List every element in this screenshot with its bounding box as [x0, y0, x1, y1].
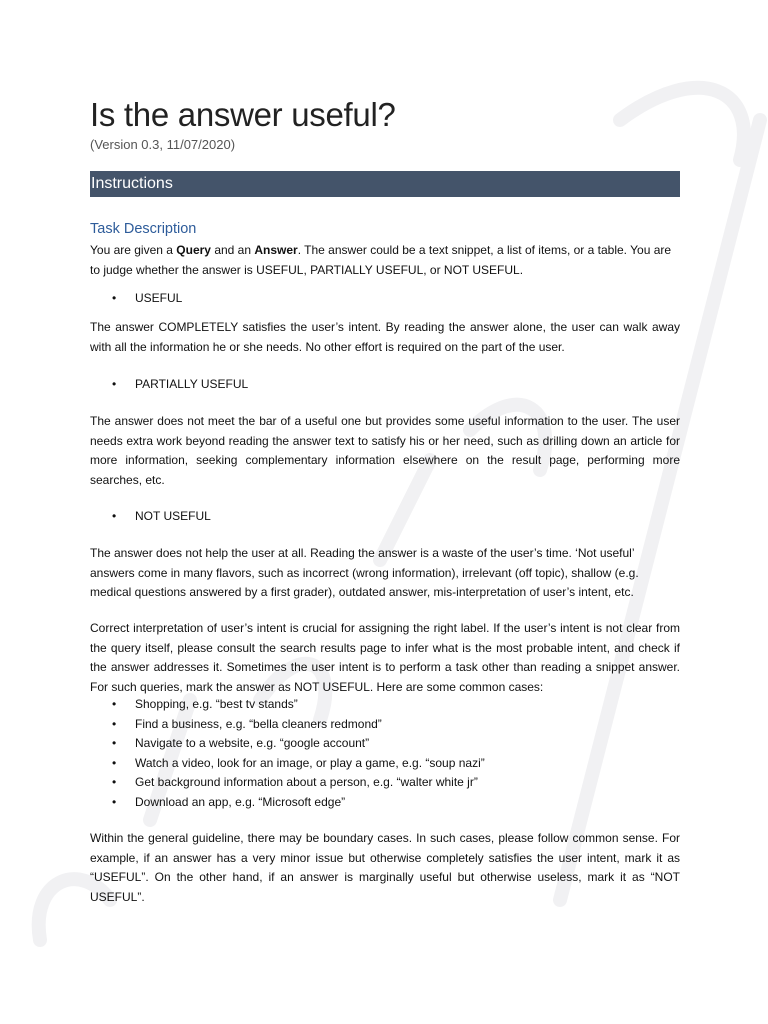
bullet-icon: •: [112, 775, 117, 790]
intro-query-word: Query: [176, 243, 211, 257]
list-item: [90, 793, 650, 813]
bullet-icon: •: [112, 736, 117, 751]
list-item: [90, 734, 650, 754]
subsection-heading: Task Description: [90, 221, 197, 237]
intro-text-3: . The answer could be a text snippet, a list of items, or a table. You are to judge whether the answer is USEFUL, PARTIALLY USEFUL, or NOT USEFUL.: [90, 243, 672, 277]
intent-paragraph: Correct interpretation of user’s intent is crucial for assigning the right label. If the user’s intent is not clear from the query itself, please consult the search results page to infer what is the most probable intent, and check if the answer addresses it. Sometimes the user intent is to perform a task other than reading a snippet answer. For such queries, mark the answer as NOT USEFUL. Here are some common cases:: [90, 621, 680, 694]
list-item: [90, 695, 650, 715]
document-title: Is the answer useful?: [90, 96, 396, 133]
list-item-text: Shopping, e.g. “best tv stands”: [135, 697, 298, 711]
list-item-text: Download an app, e.g. “Microsoft edge”: [135, 794, 346, 809]
bullet-icon: •: [112, 509, 117, 523]
intro-text-2: and an: [210, 243, 255, 257]
list-item-text: Navigate to a website, e.g. “google account”: [135, 736, 370, 751]
version-line: (Version 0.3, 11/07/2020): [90, 137, 236, 152]
bullet-icon: •: [112, 794, 117, 809]
bullet-icon: •: [112, 291, 117, 305]
list-item-text: Watch a video, look for an image, or play a game, e.g. “soup nazi”: [135, 755, 485, 770]
intro-answer-word: Answer: [254, 243, 298, 257]
bullet-icon: •: [112, 377, 117, 391]
category-useful-description: The answer COMPLETELY satisfies the user’s intent. By reading the answer alone, the user can walk away with all the information he or she needs. No other effort is required on the part of the user.: [90, 320, 680, 354]
common-cases-list: [90, 695, 650, 813]
category-label: USEFUL: [135, 291, 183, 305]
category-partially-useful-description: The answer does not meet the bar of a useful one but provides some useful information to the user. The user needs extra work beyond reading the answer text to satisfy his or her need, such as drilling down an article for more information, seeking complementary information elsewhere on the result page, performing more searches, etc.: [90, 414, 680, 487]
list-item: [90, 715, 650, 735]
bullet-icon: •: [112, 697, 117, 711]
list-item-text: Get background information about a person, e.g. “walter white jr”: [135, 775, 478, 790]
list-item-text: Find a business, e.g. “bella cleaners redmond”: [135, 716, 382, 731]
category-not-useful-description: The answer does not help the user at all. Reading the answer is a waste of the user’s time. ‘Not useful’ answers come in many flavors, such as incorrect (wrong information), irrelevant (off topic), shallow (e.g. medical questions answered by a first grader), outdated answer, mis-interpretation of user’s intent, etc.: [90, 546, 639, 599]
closing-paragraph: Within the general guideline, there may be boundary cases. In such cases, please follow common sense. For example, if an answer has a very minor issue but otherwise completely satisfies the user intent, mark it as “USEFUL”. On the other hand, if an answer is marginally useful but otherwise useless, mark it as “NOT USEFUL”.: [90, 831, 680, 904]
bullet-icon: •: [112, 716, 117, 731]
list-item: [90, 754, 650, 774]
category-label: PARTIALLY USEFUL: [135, 377, 249, 391]
list-item: [90, 773, 650, 793]
intro-paragraph: [90, 241, 680, 280]
category-label: NOT USEFUL: [135, 509, 211, 523]
intro-text-1: You are given a: [90, 243, 177, 257]
bullet-icon: •: [112, 755, 117, 770]
section-banner: Instructions: [90, 171, 680, 197]
